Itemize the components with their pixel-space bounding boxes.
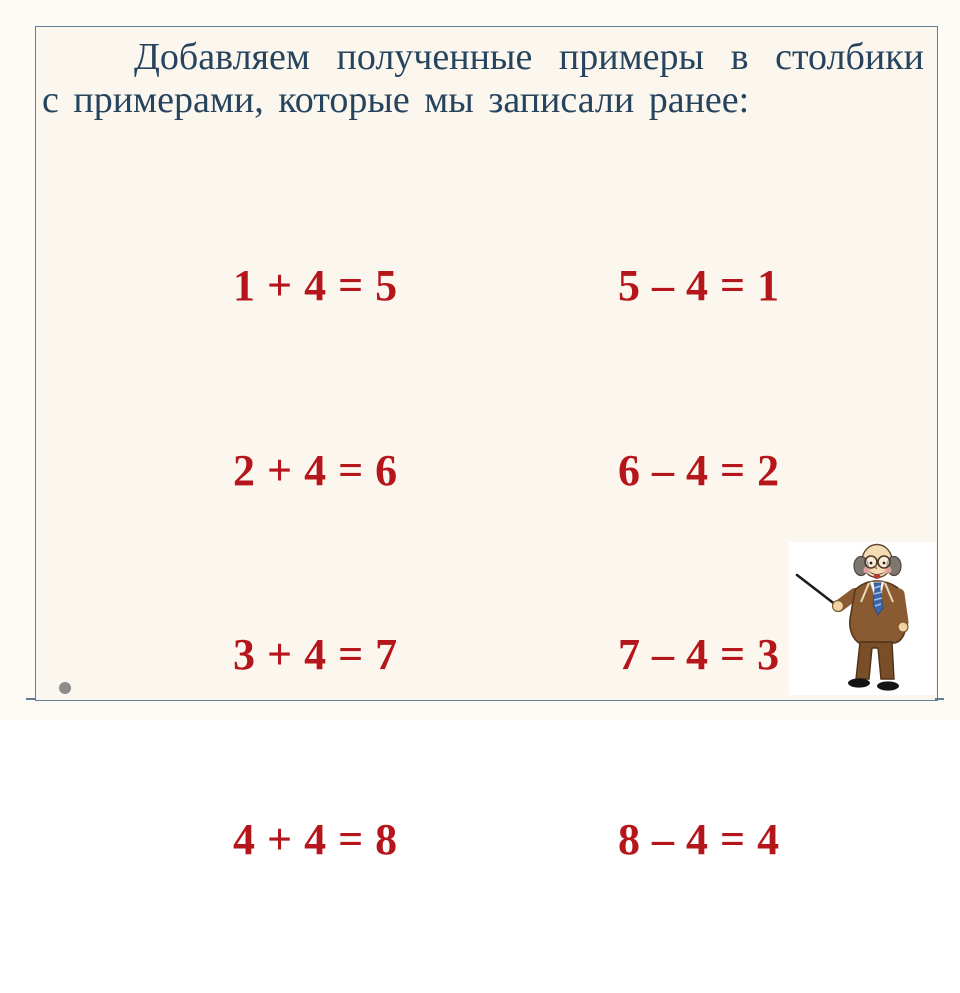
equations-addition-column xyxy=(233,132,398,993)
equation-row: 6 – 4 = 2 xyxy=(618,445,780,495)
frame-tick-right xyxy=(935,698,944,700)
slide-title-line-1: Добавляем полученные примеры в столбики xyxy=(134,36,924,78)
equation-row: 5 – 4 = 1 xyxy=(618,261,780,310)
equation-row: 7 – 4 = 3 xyxy=(618,630,780,679)
equation-row: 8 – 4 = 4 xyxy=(618,814,780,864)
slide-title xyxy=(42,36,924,122)
equation-row: 1 + 4 = 5 xyxy=(233,261,398,310)
teacher-with-pointer-icon xyxy=(789,542,936,695)
equations-subtraction-column xyxy=(618,132,780,993)
equation-row: 2 + 4 = 6 xyxy=(233,445,398,495)
equation-row: 3 + 4 = 7 xyxy=(233,630,398,679)
pointer-stick xyxy=(797,575,836,605)
bullet-dot xyxy=(59,682,71,694)
equation-row: 4 + 4 = 8 xyxy=(233,814,398,864)
teacher-illustration xyxy=(789,542,936,695)
slide-title-line-2: с примерами, которые мы записали ранее: xyxy=(42,79,750,121)
frame-tick-left xyxy=(26,698,36,700)
